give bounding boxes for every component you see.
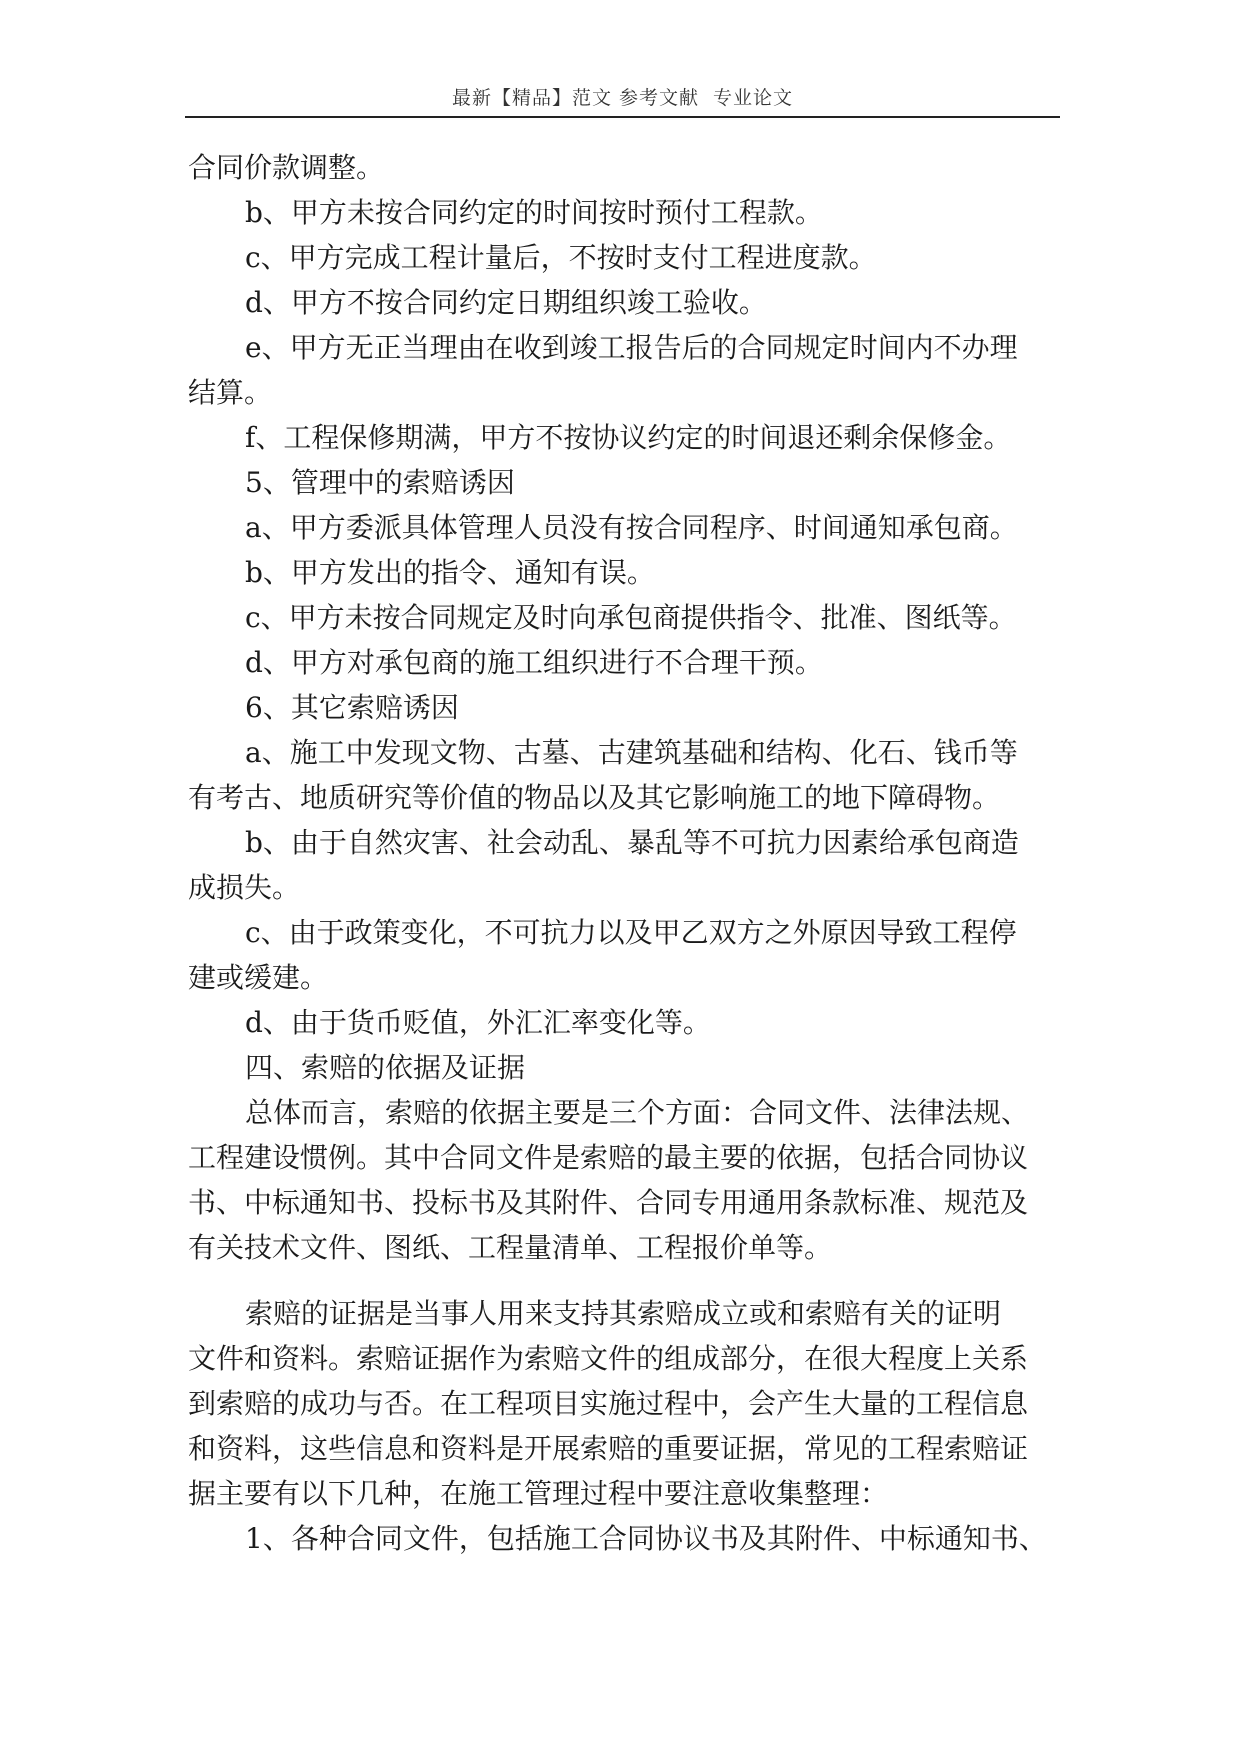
text-line: 有考古、地质研究等价值的物品以及其它影响施工的地下障碍物。 [188,781,1001,814]
text-line: 5、管理中的索赔诱因 [245,466,515,499]
text-line: 合同价款调整。 [188,151,385,184]
text-line: 和资料，这些信息和资料是开展索赔的重要证据，常见的工程索赔证 [188,1432,1029,1465]
header-divider [185,116,1060,118]
text-line: c、由于政策变化，不可抗力以及甲乙双方之外原因导致工程停 [245,916,1017,949]
text-line: 工程建设惯例。其中合同文件是索赔的最主要的依据，包括合同协议 [188,1141,1029,1174]
text-line: a、甲方委派具体管理人员没有按合同程序、时间通知承包商。 [245,511,1018,544]
paragraph-gap [188,1270,1060,1291]
text-line: 成损失。 [188,871,301,904]
text-line: 四、索赔的依据及证据 [245,1051,526,1084]
text-line: 1、各种合同文件，包括施工合同协议书及其附件、中标通知书、 [245,1522,1047,1555]
text-line: 有关技术文件、图纸、工程量清单、工程报价单等。 [188,1231,833,1264]
text-line: 据主要有以下几种，在施工管理过程中要注意收集整理： [188,1477,889,1510]
text-line: d、甲方对承包商的施工组织进行不合理干预。 [245,646,823,679]
text-line: b、甲方发出的指令、通知有误。 [245,556,655,589]
text-line: 总体而言，索赔的依据主要是三个方面：合同文件、法律法规、 [245,1096,1030,1129]
text-line: 索赔的证据是当事人用来支持其索赔成立或和索赔有关的证明 [245,1297,1002,1330]
text-line: d、甲方不按合同约定日期组织竣工验收。 [245,286,767,319]
text-line: 书、中标通知书、投标书及其附件、合同专用通用条款标准、规范及 [188,1186,1029,1219]
document-body [188,145,1060,1561]
text-line: 结算。 [188,376,273,409]
page-header: 最新【精品】范文 参考文献 专业论文 [451,87,794,109]
text-line: e、甲方无正当理由在收到竣工报告后的合同规定时间内不办理 [245,331,1018,364]
text-line: 到索赔的成功与否。在工程项目实施过程中，会产生大量的工程信息 [188,1387,1029,1420]
text-line: 6、其它索赔诱因 [245,691,459,724]
text-line: a、施工中发现文物、古墓、古建筑基础和结构、化石、钱币等 [245,736,1018,769]
text-line: b、甲方未按合同约定的时间按时预付工程款。 [245,196,823,229]
text-line: 文件和资料。索赔证据作为索赔文件的组成部分，在很大程度上关系 [188,1342,1029,1375]
text-line: d、由于货币贬值，外汇汇率变化等。 [245,1006,711,1039]
text-line: 建或缓建。 [188,961,329,994]
text-line: c、甲方完成工程计量后，不按时支付工程进度款。 [245,241,877,274]
text-line: f、工程保修期满，甲方不按协议约定的时间退还剩余保修金。 [245,421,1012,454]
text-line: c、甲方未按合同规定及时向承包商提供指令、批准、图纸等。 [245,601,1017,634]
text-line: b、由于自然灾害、社会动乱、暴乱等不可抗力因素给承包商造 [245,826,1019,859]
